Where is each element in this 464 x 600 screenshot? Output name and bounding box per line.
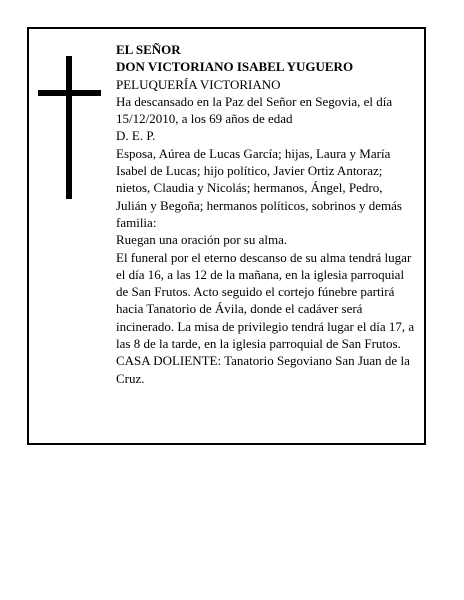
cross-icon [38, 56, 101, 199]
prayer-request: Ruegan una oración por su alma. [116, 232, 288, 248]
mourning-house: CASA DOLIENTE: Tanatorio Segoviano San Juan de la Cruz. [116, 353, 410, 386]
obituary-notice [27, 27, 426, 445]
cross-horizontal-bar [38, 90, 101, 96]
death-statement: Ha descansado en la Paz del Señor en Segovia, el día 15/12/2010, a los 69 años de edad [116, 93, 393, 127]
notice-text [116, 41, 416, 387]
family-list: Esposa, Aúrea de Lucas García; hijas, Laura y María Isabel de Lucas; hijo político, Javier Ortiz Antoraz; nietos, Claudia y Nicolás; hermanos, Ángel, Pedro, Julián y Begoña; hermanos políticos, sobrinos y demás familia: [116, 145, 402, 230]
deceased-name: DON VICTORIANO ISABEL YUGUERO [116, 59, 354, 75]
cross-vertical-bar [66, 56, 72, 199]
rip-abbreviation: D. E. P. [116, 128, 156, 144]
notice-title-line-1: EL SEÑOR [116, 42, 181, 57]
business-name: PELUQUERÍA VICTORIANO [116, 76, 281, 92]
funeral-details: El funeral por el eterno descanso de su alma tendrá lugar el día 16, a las 12 de la mañana, en la iglesia parroquial de San Frutos. Acto seguido el cortejo fúnebre partirá hacia Tanatorio de Ávila, donde el cadáver será incinerado. La misa de privilegio tendrá lugar el día 17, a las 8 de la tarde, en la iglesia parroquial de San Frutos. [116, 249, 415, 352]
